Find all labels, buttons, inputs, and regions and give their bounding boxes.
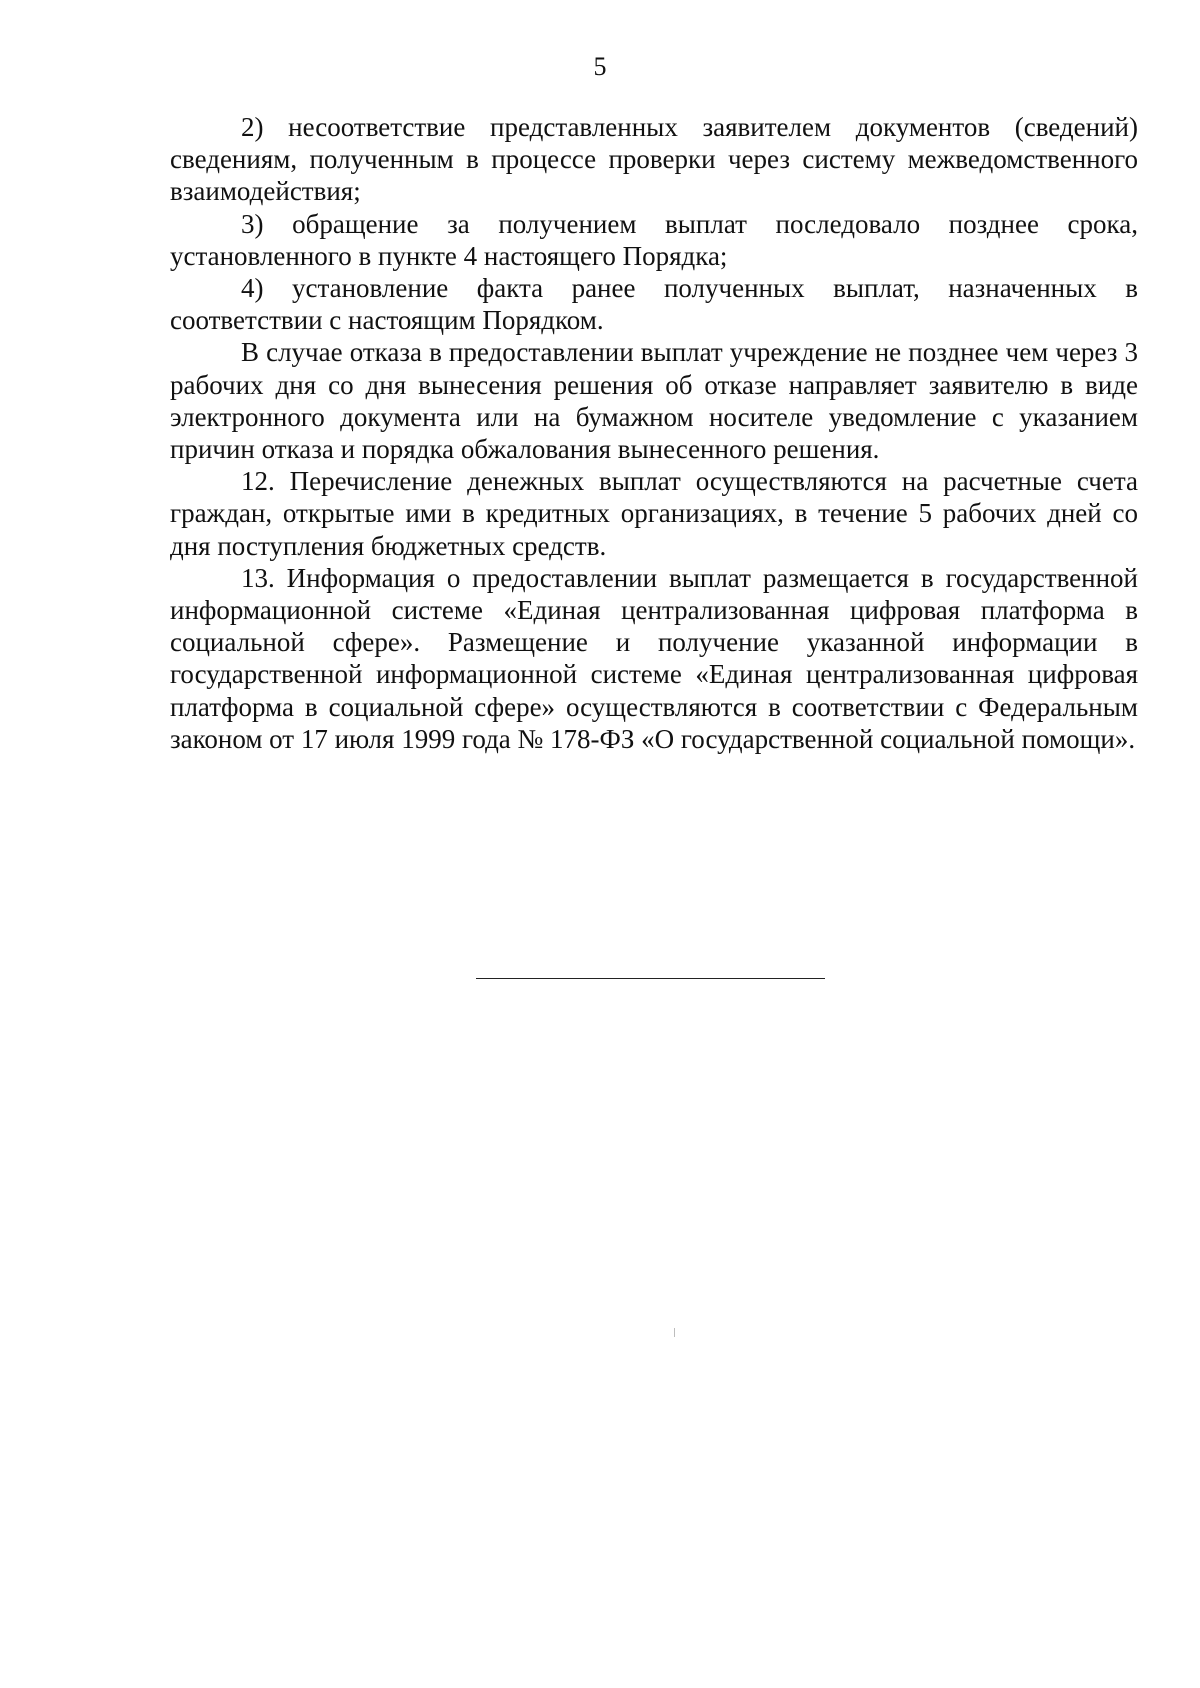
paragraph-item-3: 3) обращение за получением выплат последовало позднее срока, установленного в пункте 4 настоящего Порядка; bbox=[170, 208, 1138, 271]
paragraph-item-2: 2) несоответствие представленных заявителем документов (сведений) сведениям, полученным в процессе проверки через систему межведомственного взаимодействия; bbox=[170, 112, 1138, 207]
scan-artifact bbox=[674, 1328, 675, 1337]
paragraph-refusal-notice: В случае отказа в предоставлении выплат учреждение не позднее чем через 3 рабочих дня со дня вынесения решения об отказе направляет заявителю в виде электронного документа или на бумажном носителе уведомление с указанием причин отказа и порядка обжалования вынесенного решения. bbox=[170, 337, 1138, 465]
document-body bbox=[170, 111, 1138, 755]
end-of-document-rule bbox=[476, 978, 825, 979]
paragraph-item-4: 4) установление факта ранее полученных выплат, назначенных в соответствии с настоящим Порядком. bbox=[170, 273, 1138, 336]
page-number: 5 bbox=[593, 52, 607, 81]
paragraph-13: 13. Информация о предоставлении выплат размещается в государственной информационной системе «Единая централизованная цифровая платформа в социальной сфере». Размещение и получение указанной информации в государственной информационной системе «Единая централизованная цифровая платформа в социальной сфере» осуществляются в соответствии с Федеральным законом от 17 июля 1999 года № 178-ФЗ «О государственной социальной помощи». bbox=[170, 562, 1138, 754]
paragraph-12: 12. Перечисление денежных выплат осуществляются на расчетные счета граждан, открытые ими в кредитных организациях, в течение 5 рабочих дней со дня поступления бюджетных средств. bbox=[170, 466, 1138, 561]
